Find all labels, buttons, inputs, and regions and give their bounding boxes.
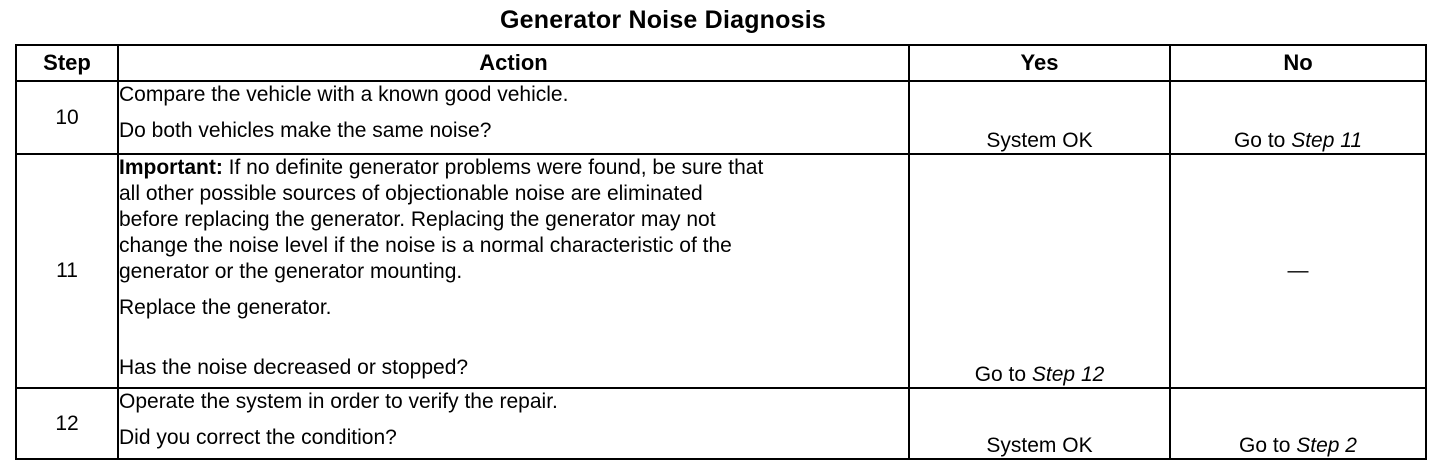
header-row [16,45,1426,81]
go-to-text: Go to [974,363,1027,386]
action-text: Operate the system in order to verify the repair. [119,390,558,413]
no-column-header: No [1170,45,1426,81]
important-text: If no definite generator problems were found, be sure that [222,156,764,179]
dash-text: — [1287,259,1309,282]
step-number: 12 [16,388,118,459]
step-reference-link[interactable]: Step 2 [1296,434,1357,457]
step-reference-link[interactable]: Step 11 [1291,129,1363,152]
yes-result: System OK [909,81,1170,154]
table-row [16,388,1426,459]
no-result [1170,154,1426,388]
important-label: Important: [119,156,223,179]
action-text: Compare the vehicle with a known good vehicle. [119,83,569,106]
question-text: Do both vehicles make the same noise? [119,119,492,142]
step-column-header: Step [16,45,118,81]
no-result [1170,81,1426,154]
yes-result: System OK [909,388,1170,459]
step-number: 11 [16,154,118,388]
question-text: Did you correct the condition? [119,426,397,449]
diagnosis-table [15,44,1427,460]
yes-column-header: Yes [909,45,1170,81]
action-text: Replace the generator. [119,296,332,319]
table-row [16,154,1426,388]
page-title: Generator Noise Diagnosis [500,6,826,34]
go-to-text: Go to [1233,129,1286,152]
table-row [16,81,1426,154]
important-text: before replacing the generator. Replacing the generator may not [119,208,716,231]
action-cell [118,388,909,459]
no-result [1170,388,1426,459]
important-text: all other possible sources of objectionable noise are eliminated [119,182,703,205]
question-text: Has the noise decreased or stopped? [119,356,469,379]
action-cell [118,154,909,388]
important-text: generator or the generator mounting. [119,260,463,283]
step-number: 10 [16,81,118,154]
action-cell [118,81,909,154]
yes-result [909,154,1170,388]
important-note [119,155,908,181]
step-reference-link[interactable]: Step 12 [1031,363,1105,386]
important-text: change the noise level if the noise is a normal characteristic of the [119,234,732,257]
action-column-header: Action [118,45,909,81]
go-to-text: Go to [1239,434,1291,457]
